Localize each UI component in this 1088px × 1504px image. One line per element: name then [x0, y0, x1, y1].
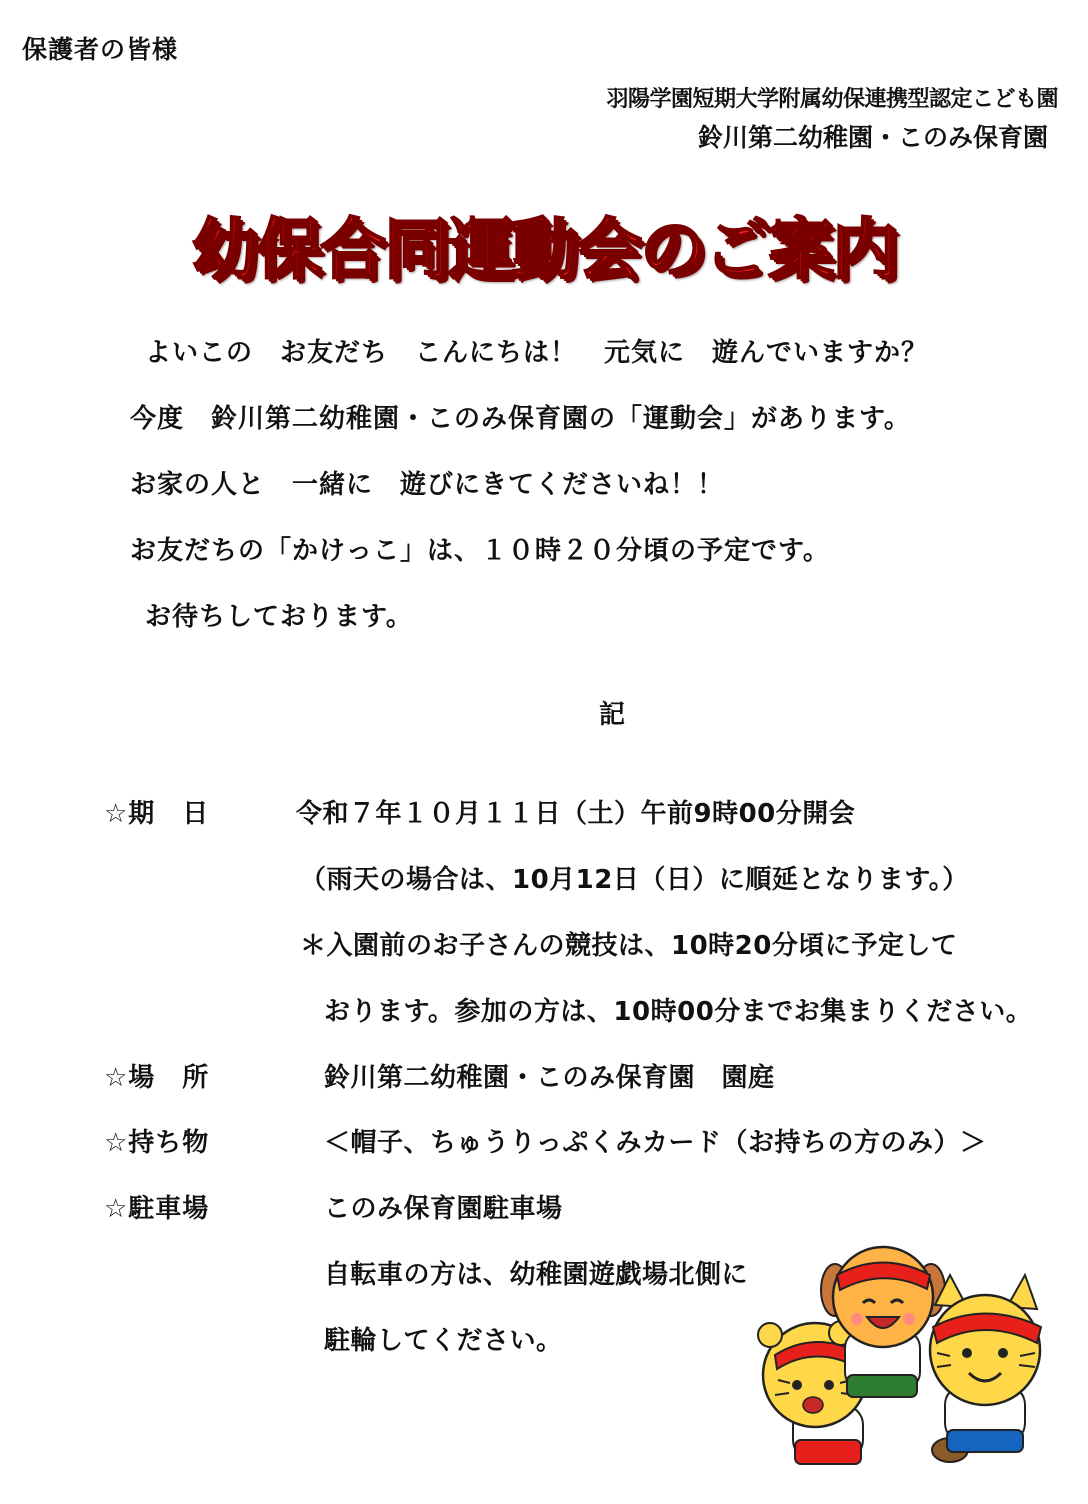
greeting-line: 今度 鈴川第二幼稚園・このみ保育園の「運動会」があります。 [130, 404, 911, 434]
preschool-note: ＊入園前のお子さんの競技は、10時20分頃に予定して [300, 931, 958, 961]
bicycle-note: 駐輪してください。 [324, 1326, 563, 1356]
greeting-line: よいこの お友だち こんにちは！ 元気に 遊んでいますか？ [145, 338, 929, 368]
items-value: ＜帽子、ちゅうりっぷくみカード（お持ちの方のみ）＞ [324, 1128, 987, 1158]
school-names: 鈴川第二幼稚園・このみ保育園 [697, 123, 1048, 152]
rain-note: （雨天の場合は、10月12日（日）に順延となります。） [300, 865, 969, 895]
date-value: 令和７年１０月１１日（土）午前9時00分開会 [296, 799, 856, 829]
kigo-heading: 記 [598, 700, 625, 730]
greeting-line: お待ちしております。 [145, 602, 413, 632]
bicycle-note: 自転車の方は、幼稚園遊戯場北側に [324, 1260, 749, 1290]
date-label: ☆期 日 [104, 799, 210, 829]
three-children-running-illustration [745, 1235, 1055, 1485]
preschool-note: おります。参加の方は、10時00分までお集まりください。 [324, 997, 1033, 1027]
addressee: 保護者の皆様 [22, 35, 179, 64]
organization-name: 羽陽学園短期大学附属幼保連携型認定こども園 [606, 87, 1058, 112]
greeting-line: お友だちの「かけっこ」は、１０時２０分頃の予定です。 [130, 536, 830, 566]
items-label: ☆持ち物 [104, 1128, 210, 1158]
child-right [930, 1275, 1041, 1452]
place-label: ☆場 所 [104, 1063, 210, 1093]
place-value: 鈴川第二幼稚園・このみ保育園 園庭 [324, 1063, 775, 1093]
page-title: 幼保合同運動会のご案内 [192, 211, 896, 288]
parking-label: ☆駐車場 [104, 1194, 210, 1224]
parking-value: このみ保育園駐車場 [324, 1194, 563, 1224]
greeting-line: お家の人と 一緒に 遊びにきてくださいね！！ [130, 470, 725, 500]
